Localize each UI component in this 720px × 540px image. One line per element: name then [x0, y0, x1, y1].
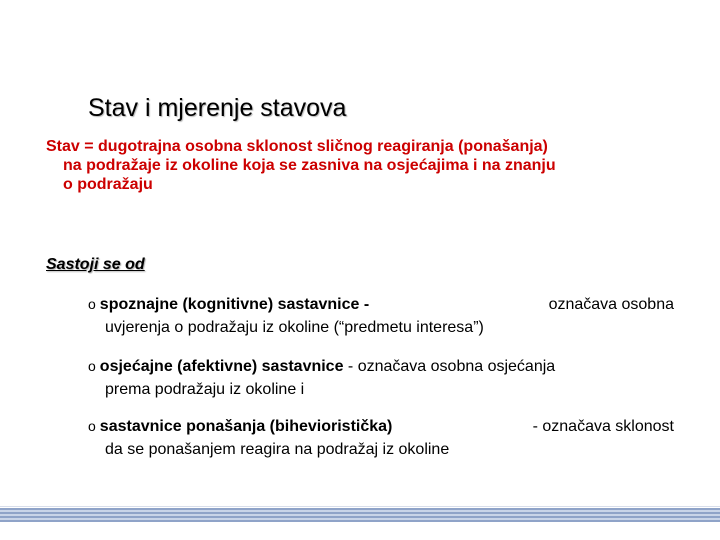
- bullet-icon: o: [88, 296, 96, 312]
- item-text: - označava osobna osjećanja: [343, 358, 556, 375]
- footer-bar: [0, 508, 720, 522]
- item-text-continued: uvjerenja o podražaju iz okoline (“predmetu interesa”): [105, 319, 484, 336]
- definition-line-3: o podražaju: [63, 176, 153, 193]
- definition-line-1: Stav = dugotrajna osobna sklonost sličnog reagiranja (ponašanja): [46, 138, 548, 155]
- definition-line-2: na podražaje iz okoline koja se zasniva na osjećajima i na znanju: [63, 157, 556, 174]
- item-text-continued: da se ponašanjem reagira na podražaj iz okoline: [105, 441, 450, 458]
- definition-text: [46, 137, 686, 194]
- item-text-continued: prema podražaju iz okoline i: [105, 381, 305, 398]
- slide-title: Stav i mjerenje stavova: [88, 94, 347, 122]
- bullet-icon: o: [88, 418, 96, 434]
- item-term: osjećajne (afektivne) sastavnice: [99, 358, 344, 375]
- item-term: spoznajne (kognitivne) sastavnice -: [99, 296, 370, 313]
- list-item-behavioral: [88, 415, 674, 461]
- item-text: označava osobna: [548, 296, 674, 313]
- item-term: sastavnice ponašanja (bihevioristička): [99, 418, 393, 435]
- components-heading: Sastoji se od: [46, 256, 145, 273]
- item-text: - označava sklonost: [532, 418, 674, 435]
- list-item-cognitive: [88, 293, 674, 339]
- footer-divider: [0, 506, 720, 507]
- bullet-icon: o: [88, 358, 96, 374]
- list-item-affective: [88, 355, 674, 401]
